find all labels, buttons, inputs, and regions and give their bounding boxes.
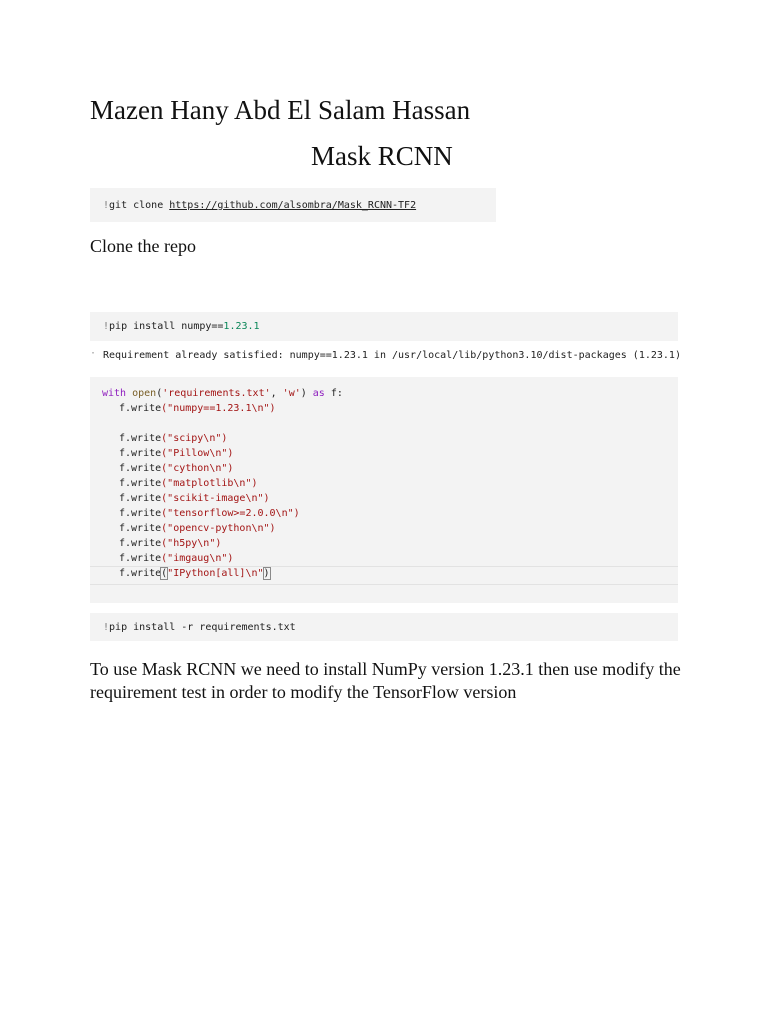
pip-output (90, 346, 681, 366)
code-line-write (119, 551, 233, 566)
code-line-write (119, 431, 227, 446)
write-call: f.write (119, 553, 162, 564)
write-argument: ("matplotlib\n") (161, 478, 258, 489)
paragraph-line: To use Mask RCNN we need to install NumPy version 1.23.1 then use modify the (90, 659, 681, 679)
write-argument: ("scipy\n") (161, 433, 228, 444)
repo-url-link[interactable]: https://github.com/alsombra/Mask_RCNN-TF2 (169, 200, 417, 211)
write-argument: ("numpy==1.23.1\n") (161, 403, 276, 414)
pip-numpy-command: pip install numpy== (109, 321, 224, 332)
target-variable: f: (324, 388, 343, 399)
write-call: f.write (119, 538, 162, 549)
page-title: Mask RCNN (311, 141, 453, 171)
pip-numpy-code-line (103, 319, 260, 334)
keyword-with: with (102, 388, 127, 399)
write-call: f.write (119, 433, 162, 444)
code-line-write (119, 476, 257, 491)
code-line-write (119, 521, 276, 536)
comma: , (270, 388, 283, 399)
write-call: f.write (119, 568, 162, 579)
code-line-write (119, 461, 233, 476)
write-call: f.write (119, 403, 162, 414)
write-call: f.write (119, 523, 162, 534)
paragraph-line: requirement test in order to modify the TensorFlow version (90, 682, 517, 702)
shell-prefix: ! (103, 622, 110, 633)
function-open: open (132, 388, 157, 399)
code-line-write (119, 446, 233, 461)
write-argument: ("tensorflow>=2.0.0\n") (161, 508, 300, 519)
git-clone-command: git clone (109, 200, 170, 211)
write-argument: ("imgaug\n") (161, 553, 234, 564)
matched-open-bracket: ( (161, 568, 168, 579)
requirements-code-cell[interactable] (90, 377, 678, 603)
write-argument: ("Pillow\n") (161, 448, 234, 459)
close-paren: ) (300, 388, 313, 399)
matched-close-bracket: ) (263, 568, 270, 579)
shell-prefix: ! (103, 321, 110, 332)
write-argument: "IPython[all]\n" (167, 568, 264, 579)
code-line-with-open (102, 386, 343, 401)
pip-output-text: Requirement already satisfied: numpy==1.23.1 in /usr/local/lib/python3.10/dist-packages (1.23.1) (103, 350, 681, 361)
pip-numpy-code-cell[interactable] (90, 312, 678, 341)
write-argument: ("opencv-python\n") (161, 523, 276, 534)
clone-caption: Clone the repo (90, 236, 196, 256)
write-call: f.write (119, 463, 162, 474)
output-marker-icon: · (90, 348, 97, 359)
code-line-write-last[interactable] (119, 566, 270, 581)
code-line-write (119, 491, 270, 506)
code-line-write (119, 506, 300, 521)
code-line-write (119, 401, 276, 416)
numpy-version: 1.23.1 (223, 321, 260, 332)
git-clone-code-line (103, 198, 416, 213)
author-name: Mazen Hany Abd El Salam Hassan (90, 95, 471, 125)
pip-requirements-code-cell[interactable] (90, 613, 678, 641)
write-call: f.write (119, 448, 162, 459)
write-call: f.write (119, 493, 162, 504)
write-call: f.write (119, 508, 162, 519)
write-argument: ("h5py\n") (161, 538, 222, 549)
shell-prefix: ! (103, 200, 110, 211)
pip-requirements-code-line (103, 620, 296, 635)
mode-string: 'w' (282, 388, 301, 399)
write-argument: ("cython\n") (161, 463, 234, 474)
filename-string: 'requirements.txt' (162, 388, 271, 399)
write-argument: ("scikit-image\n") (161, 493, 270, 504)
pip-requirements-command: pip install -r requirements.txt (109, 622, 296, 633)
git-clone-code-cell[interactable] (90, 188, 496, 222)
open-paren: ( (156, 388, 163, 399)
write-call: f.write (119, 478, 162, 489)
keyword-as: as (312, 388, 325, 399)
explanation-paragraph (90, 658, 690, 704)
code-line-write (119, 536, 221, 551)
